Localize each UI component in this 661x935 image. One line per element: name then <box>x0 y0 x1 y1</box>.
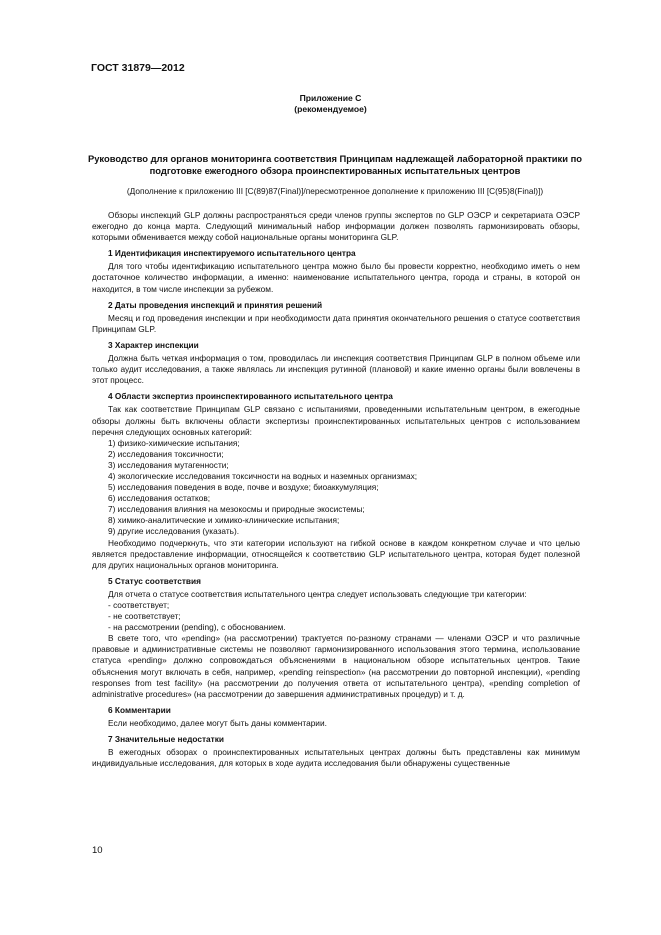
paragraph: Так как соответствие Принципам GLP связано с испытаниями, проведенными испытательным центром, в ежегодные обзоры должны быть включены области экспертизы проинспектированных испытательных центров с использованием перечня следующих основных категорий: <box>92 404 580 437</box>
section-heading: 3 Характер инспекции <box>108 339 199 350</box>
paragraph: Должна быть четкая информация о том, проводилась ли инспекция соответствия Принципам GLP в полном объеме или только аудит исследования, а также являлась ли инспекция рутинной (плановой) и какие именно органы были вовлечены в этот процесс. <box>92 353 580 386</box>
section-heading: 2 Даты проведения инспекций и принятия решений <box>108 299 323 310</box>
appendix-title: Приложение С <box>299 93 362 103</box>
section-heading: 6 Комментарии <box>108 704 171 715</box>
paragraph: Для того чтобы идентификацию испытательного центра можно было бы провести корректно, необходимо иметь о нем достаточное количество информации, а именно: наименование испытательного центра, города и страны, в которой он находится, в том числе инспекции за рубежом. <box>92 261 580 294</box>
intro-paragraph: Обзоры инспекций GLP должны распространяться среди членов группы экспертов по GLP ОЭСР и секретариата ОЭСР ежегодно до конца марта. Следующий минимальный набор информации должен позволять гармонизировать обзоры, которыми обменивается между собой национальные органы мониторинга GLP. <box>92 210 580 243</box>
list-item: 8) химико-аналитические и химико-клинические испытания; <box>108 515 340 526</box>
paragraph: В ежегодных обзорах о проинспектированных испытательных центрах должны быть представлены как минимум индивидуальные исследования, для которых в ходе аудита исследования были обнаружены существенные <box>92 747 580 769</box>
paragraph: В свете того, что «pending» (на рассмотрении) трактуется по-разному странами — членами ОЭСР и что различные правовые и административные системы не позволяют гармонизированного использования этого термина, использование статуса «pending» должно сопровождаться объяснениями в национальном обзоре испытательных центров. Такие объяснения могут включать в себя, например, «pending reinspection» (на рассмотрении до повторной инспекции), «pending responses from test facility» (на рассмотрении до получения ответа от испытательного центра), «pending completion of administrative procedures» (на рассмотрении до завершения административных процедур) и т. д. <box>92 633 580 699</box>
document-subtitle: (Дополнение к приложению III [С(89)87(Final)]/пересмотренное дополнение к приложению III [С(95)8(Final)]) <box>126 186 544 196</box>
list-item: 5) исследования поведения в воде, почве и воздухе; биоаккумуляция; <box>108 482 379 493</box>
standard-header: ГОСТ 31879—2012 <box>91 62 185 74</box>
list-item: 1) физико-химические испытания; <box>108 437 240 448</box>
list-item: 6) исследования остатков; <box>108 493 211 504</box>
list-item: 3) исследования мутагенности; <box>108 459 229 470</box>
section-heading: 1 Идентификация инспектируемого испытательного центра <box>108 248 356 259</box>
list-item: 7) исследования влияния на мезокосмы и природные экосистемы; <box>108 504 365 515</box>
paragraph: Для отчета о статусе соответствия испытательного центра следует использовать следующие три категории: <box>108 588 527 599</box>
document-body <box>92 210 580 769</box>
list-item: 9) другие исследования (указать). <box>108 526 240 537</box>
list-item: - не соответствует; <box>108 611 181 622</box>
list-item: - на рассмотрении (pending), с обоснованием. <box>108 622 286 633</box>
page-number: 10 <box>92 845 103 856</box>
list-item: 4) экологические исследования токсичности на водных и наземных организмах; <box>108 470 418 481</box>
appendix-note: (рекомендуемое) <box>294 104 367 114</box>
list-item: - соответствует; <box>108 600 170 610</box>
section-heading: 4 Области экспертиз проинспектированного испытательного центра <box>108 391 393 402</box>
paragraph: Необходимо подчеркнуть, что эти категории используют на гибкой основе в каждом конкретном случае и что целью является предоставление информации, относящейся к соответствию GLP испытательного центра, которая будет полезной для других национальных органов мониторинга. <box>92 537 580 570</box>
paragraph: Месяц и год проведения инспекции и при необходимости дата принятия окончательного решения о статусе соответствия Принципам GLP. <box>92 312 580 334</box>
paragraph: Если необходимо, далее могут быть даны комментарии. <box>108 717 327 728</box>
section-heading: 5 Статус соответствия <box>108 575 201 586</box>
section-heading: 7 Значительные недостатки <box>108 734 224 745</box>
document-title: Руководство для органов мониторинга соответствия Принципам надлежащей лабораторной практики по подготовке ежегодного обзора проинспектированных испытательных центров <box>87 153 583 176</box>
list-item: 2) исследования токсичности; <box>108 448 224 459</box>
